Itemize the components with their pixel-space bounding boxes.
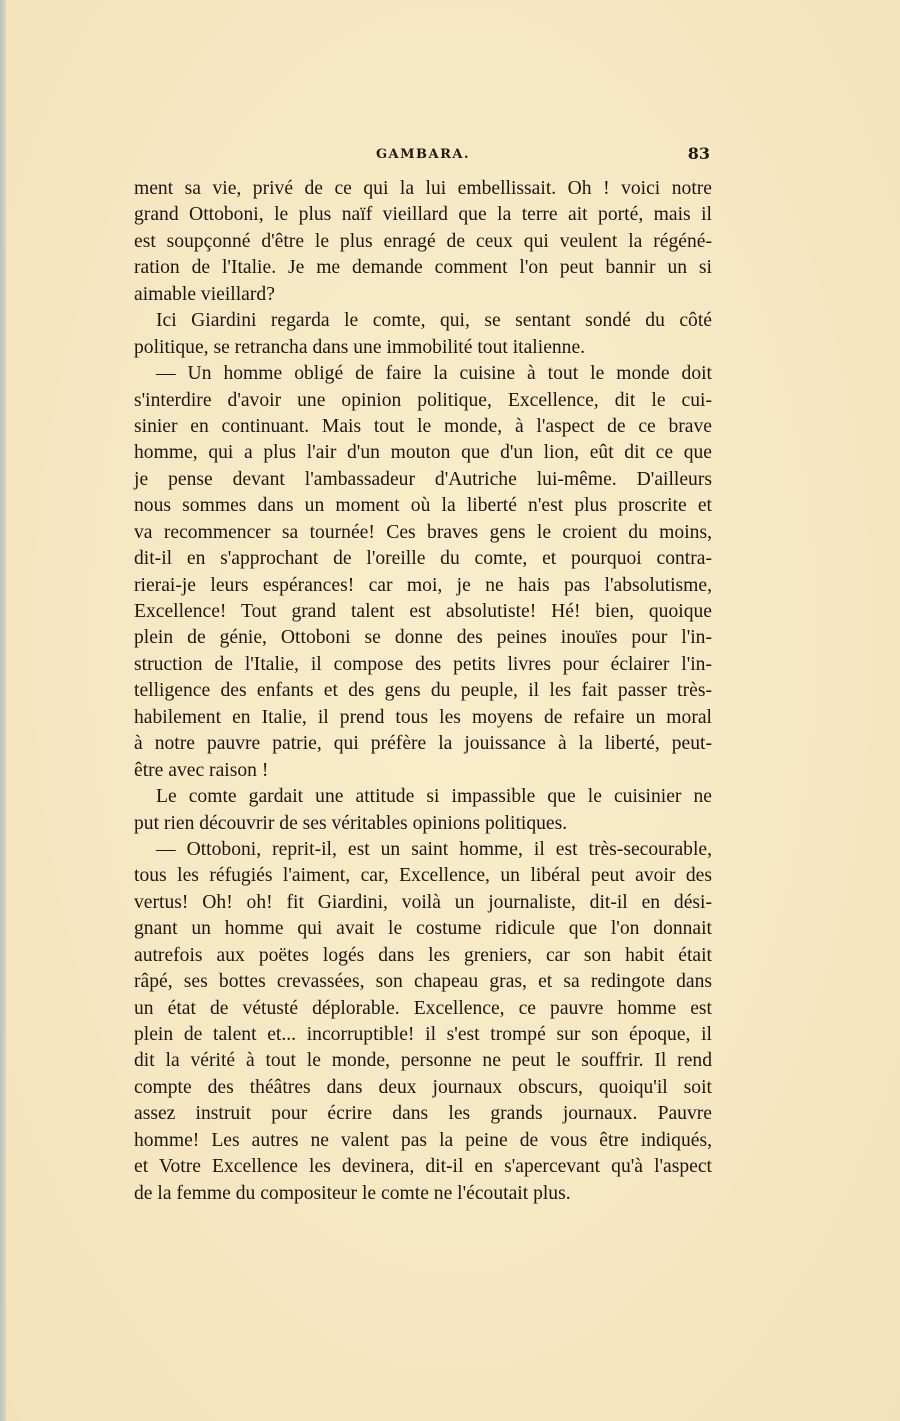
text-line: dit-il en s'approchant de l'oreille du comte, et pourquoi contra-: [134, 548, 712, 570]
text-line: grand Ottoboni, le plus naïf vieillard que la terre ait porté, mais il: [134, 204, 712, 226]
paragraph: [134, 176, 712, 308]
text-line: nous sommes dans un moment où la liberté n'est plus proscrite et: [134, 495, 712, 517]
body-text: [134, 176, 712, 1207]
running-head: [134, 144, 712, 166]
text-line: struction de l'Italie, il compose des petits livres pour éclairer l'in-: [134, 653, 712, 675]
text-line: râpé, ses bottes crevassées, son chapeau gras, et sa redingote dans: [134, 971, 712, 993]
text-line: vertus! Oh! oh! fit Giardini, voilà un journaliste, dit-il en dési-: [134, 891, 712, 913]
text-line: assez instruit pour écrire dans les grands journaux. Pauvre: [134, 1103, 712, 1125]
text-line: sinier en continuant. Mais tout le monde, à l'aspect de ce brave: [134, 415, 712, 437]
paragraph: [134, 837, 712, 1207]
text-line: je pense devant l'ambassadeur d'Autriche lui-même. D'ailleurs: [134, 468, 712, 490]
text-line: homme, qui a plus l'air d'un mouton que d'un lion, eût dit ce que: [134, 442, 712, 464]
paragraph: [134, 361, 712, 784]
text-line: gnant un homme qui avait le costume ridicule que l'on donnait: [134, 918, 712, 940]
text-line: — Un homme obligé de faire la cuisine à tout le monde doit: [156, 363, 712, 385]
text-line: à notre pauvre patrie, qui préfère la jouissance à la liberté, peut-: [134, 733, 712, 755]
text-line: va recommencer sa tournée! Ces braves gens le croient du moins,: [134, 521, 712, 543]
text-line: ration de l'Italie. Je me demande comment l'on peut bannir un si: [134, 257, 712, 279]
text-line: Ici Giardini regarda le comte, qui, se sentant sondé du côté: [156, 310, 712, 332]
text-line: plein de talent et... incorruptible! il s'est trompé sur son époque, il: [134, 1024, 712, 1045]
text-line: habilement en Italie, il prend tous les moyens de refaire un moral: [134, 706, 712, 728]
text-line: ment sa vie, privé de ce qui la lui embellissait. Oh ! voici notre: [134, 178, 712, 199]
text-line: dit la vérité à tout le monde, personne ne peut le souffrir. Il rend: [134, 1050, 712, 1072]
text-line: et Votre Excellence les devinera, dit-il en s'apercevant qu'à l'aspect: [134, 1156, 712, 1178]
text-line: compte des théâtres dans deux journaux obscurs, quoiqu'il soit: [134, 1076, 712, 1098]
text-line: rierai-je leurs espérances! car moi, je ne hais pas l'absolutisme,: [134, 574, 712, 596]
paragraph: [134, 308, 712, 361]
text-line: telligence des enfants et des gens du peuple, il les fait passer très-: [134, 680, 712, 702]
text-line: put rien découvrir de ses véritables opinions politiques.: [134, 812, 568, 834]
text-line: un état de vétusté déplorable. Excellence, ce pauvre homme est: [134, 997, 712, 1019]
text-line: Excellence! Tout grand talent est absolutiste! Hé! bien, quoique: [134, 601, 712, 622]
text-line: plein de génie, Ottoboni se donne des peines inouïes pour l'in-: [134, 627, 712, 649]
text-line: aimable vieillard?: [134, 283, 275, 305]
running-title: GAMBARA.: [375, 147, 471, 162]
paragraph: [134, 784, 712, 837]
text-line: homme! Les autres ne valent pas la peine de vous être indiqués,: [134, 1129, 712, 1151]
text-line: de la femme du compositeur le comte ne l'écoutait plus.: [134, 1182, 571, 1204]
page-number: 83: [687, 144, 710, 163]
text-line: — Ottoboni, reprit-il, est un saint homme, il est très-secourable,: [156, 838, 712, 860]
text-line: autrefois aux poëtes logés dans les greniers, car son habit était: [134, 944, 712, 966]
text-line: est soupçonné d'être le plus enragé de ceux qui veulent la régéné-: [134, 230, 712, 252]
text-line: tous les réfugiés l'aiment, car, Excellence, un libéral peut avoir des: [134, 865, 712, 887]
text-line: être avec raison !: [134, 759, 269, 781]
text-line: politique, se retrancha dans une immobilité tout italienne.: [134, 336, 586, 358]
text-line: Le comte gardait une attitude si impassible que le cuisinier ne: [156, 786, 712, 808]
text-line: s'interdire d'avoir une opinion politique, Excellence, dit le cui-: [134, 389, 712, 411]
